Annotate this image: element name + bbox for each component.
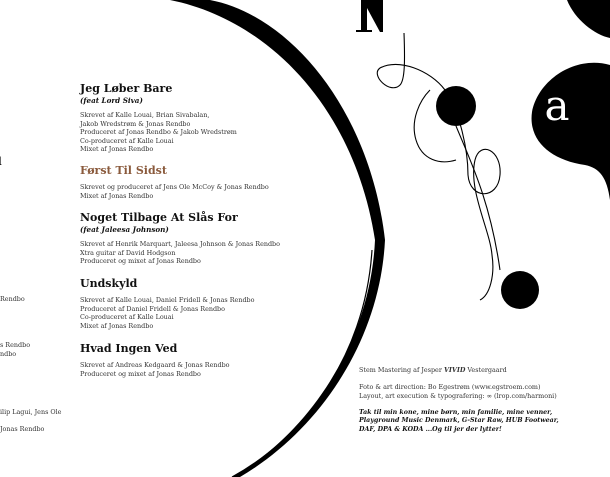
track-block	[80, 82, 330, 154]
credit-line: Layout, art execution & typografering: ∞ (lrop.com/harmoni)	[359, 391, 557, 400]
track-block	[80, 211, 330, 266]
left-fragment-group	[0, 295, 60, 304]
track-block	[80, 342, 330, 378]
credit-line: Co-produceret af Kalle Louai	[80, 313, 174, 322]
cut-off-title	[0, 150, 8, 164]
credit-line: Produceret af Jonas Rendbo & Jakob Wredstrøm	[80, 128, 237, 137]
track-credits	[80, 361, 330, 378]
track-credits	[80, 111, 330, 154]
left-fragment-group	[0, 408, 60, 417]
swirl-line	[377, 33, 500, 300]
track-title: Først Til Sidst	[80, 164, 167, 177]
art-credits	[359, 383, 609, 400]
track-block	[80, 277, 330, 330]
credit-line: Produceret og mixet af Jonas Rendbo	[80, 369, 201, 378]
thanks-line: DAF, DPA & KODA ...Og til jer der lytter!	[359, 425, 502, 433]
credit-line: Skrevet af Kalle Louai, Daniel Fridell & Jonas Rendbo	[80, 296, 255, 304]
corner-blob-shape	[567, 0, 610, 38]
track-title: Undskyld	[80, 277, 138, 290]
thanks-line: Playground Music Denmark, G-Star Raw, HUB Footwear,	[359, 417, 559, 425]
credit-line: Skrevet af Andreas Kedgaard & Jonas Rendbo	[80, 361, 230, 369]
dot-shape	[436, 86, 476, 126]
track-credits	[80, 240, 330, 266]
track-title: Jeg Løber Bare	[80, 82, 173, 95]
left-fragment: ilip Lagui, Jens Ole	[0, 408, 62, 416]
credit-line: Xtra guitar af David Hodgson	[80, 248, 176, 257]
left-fragment: Jonas Rendbo	[0, 425, 45, 433]
credit-line: Stem Mastering af Jesper VIVID Vestergaard	[359, 366, 507, 374]
mastering-credit	[359, 366, 609, 375]
credit-line: Produceret af Daniel Fridell & Jonas Rendbo	[80, 304, 225, 313]
half-disc-shape	[532, 63, 610, 200]
left-fragment: Rendbo	[0, 295, 25, 303]
left-fragment: ndbo	[0, 349, 17, 358]
credit-line: Mixet af Jonas Rendbo	[80, 145, 154, 154]
n-stem-shape	[356, 0, 383, 32]
left-fragment: s Rendbo	[0, 341, 31, 349]
dot-shape	[501, 271, 539, 309]
credit-line: Skrevet af Kalle Louai, Brian Sivabalan,	[80, 111, 210, 119]
left-fragment-group	[0, 425, 60, 434]
credit-line: Skrevet og produceret af Jens Ole McCoy & Jonas Rendbo	[80, 183, 269, 191]
credit-line: Mixet af Jonas Rendbo	[80, 321, 154, 330]
credit-line: Co-produceret af Kalle Louai	[80, 136, 174, 145]
credit-line: Skrevet af Henrik Marquart, Jaleesa Johnson & Jonas Rendbo	[80, 240, 280, 248]
thanks-line: Tak til min kone, mine børn, min familie, mine venner,	[359, 409, 553, 416]
credit-line: Jakob Wredstrøm & Jonas Rendbo	[80, 119, 191, 128]
track-credits	[80, 296, 330, 330]
track-title: Noget Tilbage At Slås For	[80, 211, 238, 224]
glyph-a: a	[544, 81, 570, 130]
left-fragment-group	[0, 341, 60, 358]
thanks-block	[359, 409, 609, 434]
track-credits	[80, 183, 330, 200]
track-feat: (feat Lord Siva)	[80, 96, 143, 105]
track-block	[80, 164, 330, 200]
credit-line: Produceret og mixet af Jonas Rendbo	[80, 257, 201, 266]
track-title: Hvad Ingen Ved	[80, 342, 178, 355]
credit-line: Mixet af Jonas Rendbo	[80, 191, 154, 200]
track-feat: (feat Jaleesa Johnson)	[80, 225, 169, 234]
credit-line: Foto & art direction: Bo Egestrøm (www.egstroem.com)	[359, 383, 541, 391]
swirl-line	[456, 126, 500, 270]
